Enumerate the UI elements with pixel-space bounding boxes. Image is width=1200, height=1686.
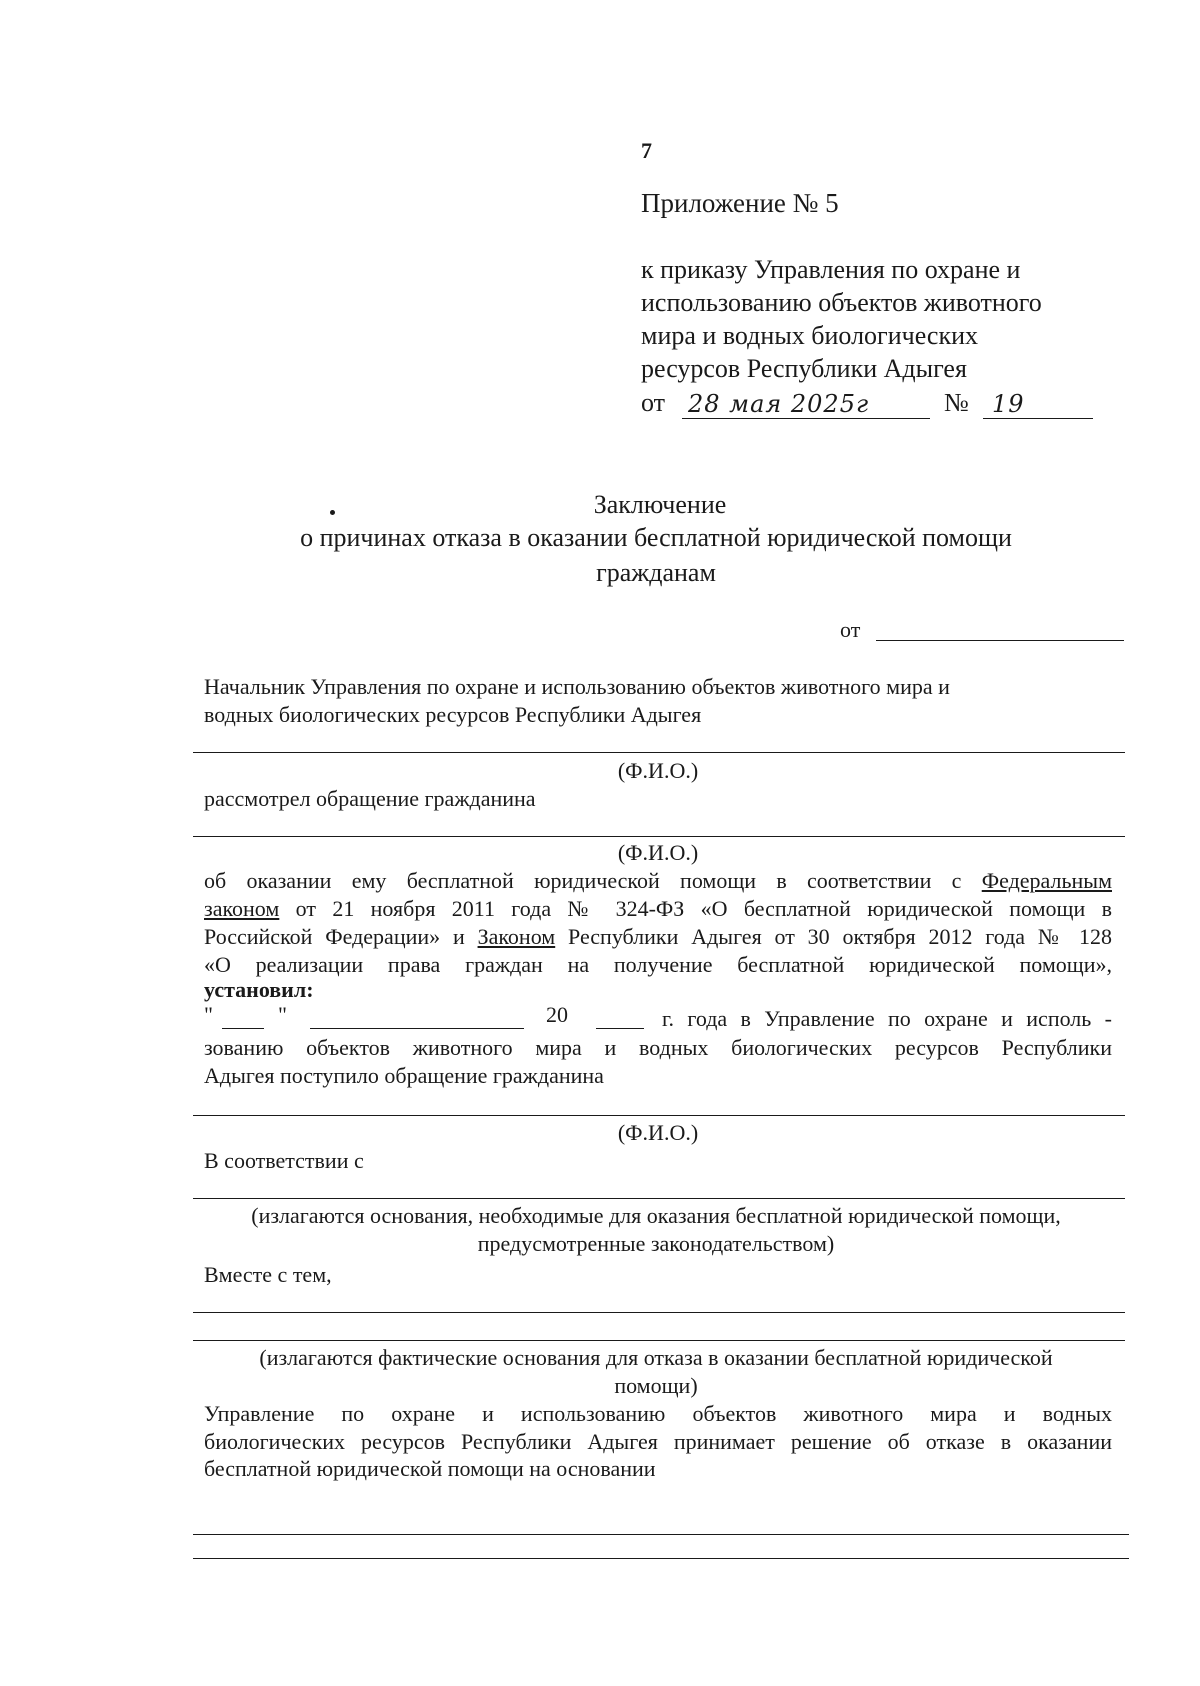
refusal-caption-2: помощи) bbox=[614, 1373, 698, 1398]
fio-caption-2: (Ф.И.О.) bbox=[617, 840, 699, 865]
fio-line-1 bbox=[193, 752, 1125, 753]
appendix-title: Приложение № 5 bbox=[641, 188, 839, 218]
receipt-line-2 bbox=[204, 1034, 1112, 1062]
law-line-3-text-b: Республики Адыгея от 30 октября 2012 года № 128 bbox=[568, 924, 1113, 949]
quote-open: " bbox=[204, 1002, 213, 1027]
heading-line-1: Заключение bbox=[593, 490, 727, 519]
fio-caption-3: (Ф.И.О.) bbox=[617, 1120, 699, 1145]
law-line-1 bbox=[204, 867, 1112, 895]
heading-line-3: гражданам bbox=[596, 558, 716, 587]
appendix-date-handwritten: 28 мая 2025г bbox=[688, 390, 870, 418]
receipt-line-1-tail: г. года в Управление по охране и исполь - bbox=[662, 1006, 1112, 1031]
decision-line-2-text: биологических ресурсов Республики Адыгея принимает решение об отказе в оказании bbox=[204, 1429, 1112, 1454]
heading-line-2: о причинах отказа в оказании бесплатной юридической помощи bbox=[300, 523, 1012, 552]
fio-line-2 bbox=[193, 836, 1125, 837]
head-line-2: водных биологических ресурсов Республики Адыгея bbox=[204, 702, 702, 727]
republic-law-link[interactable]: Законом bbox=[477, 924, 556, 949]
decision-line-3: бесплатной юридической помощи на основании bbox=[204, 1456, 656, 1481]
decision-line-1 bbox=[204, 1400, 1112, 1428]
fio-caption-1: (Ф.И.О.) bbox=[617, 758, 699, 783]
appendix-line-2: использованию объектов животного bbox=[641, 288, 1042, 317]
federal-law-link[interactable]: Федеральным bbox=[981, 868, 1112, 893]
basis-line-1 bbox=[193, 1534, 1129, 1535]
appendix-line-1: к приказу Управления по охране и bbox=[641, 255, 1021, 284]
page-number: 7 bbox=[641, 138, 652, 163]
decision-line-2 bbox=[204, 1428, 1112, 1456]
appendix-line-4: ресурсов Республики Адыгея bbox=[641, 354, 967, 383]
receipt-line-2-text: зованию объектов животного мира и водных биологических ресурсов Республики bbox=[204, 1035, 1112, 1060]
law-line-4-text: «О реализации права граждан на получение бесплатной юридической помощи», bbox=[204, 952, 1112, 977]
grounds-line bbox=[193, 1198, 1125, 1199]
law-line-1-text: об оказании ему бесплатной юридической помощи в соответствии с bbox=[204, 868, 962, 893]
appendix-number-label: № bbox=[944, 388, 969, 417]
law-line-4 bbox=[204, 951, 1112, 979]
appendix-number-handwritten: 19 bbox=[992, 390, 1025, 418]
basis-line-2 bbox=[193, 1558, 1129, 1559]
federal-law-link-cont[interactable]: законом bbox=[204, 896, 280, 921]
law-line-2 bbox=[204, 895, 1112, 923]
month-blank bbox=[310, 1028, 524, 1029]
reviewed-text: рассмотрел обращение гражданина bbox=[204, 786, 536, 811]
law-line-2-text: от 21 ноября 2011 года № 324-ФЗ «О бесплатной юридической помощи в bbox=[295, 896, 1112, 921]
year-prefix: 20 bbox=[546, 1002, 568, 1027]
law-line-3 bbox=[204, 923, 1112, 951]
however-text: Вместе с тем, bbox=[204, 1262, 332, 1287]
accordance-text: В соответствии с bbox=[204, 1148, 364, 1173]
grounds-caption-2: предусмотренные законодательством) bbox=[477, 1231, 835, 1256]
appendix-number-line bbox=[983, 418, 1093, 419]
refusal-line-2 bbox=[193, 1340, 1125, 1341]
head-line-1: Начальник Управления по охране и использованию объектов животного мира и bbox=[204, 674, 950, 699]
date-label: от bbox=[840, 617, 861, 642]
law-line-3-text-a: Российской Федерации» и bbox=[204, 924, 465, 949]
appendix-from-label: от bbox=[641, 388, 666, 417]
day-blank bbox=[222, 1028, 264, 1029]
refusal-caption-1: (излагаются фактические основания для отказа в оказании бесплатной юридической bbox=[259, 1345, 1053, 1370]
date-line bbox=[876, 640, 1124, 641]
decision-line-1-text: Управление по охране и использованию объектов животного мира и водных bbox=[204, 1401, 1112, 1426]
appendix-line-3: мира и водных биологических bbox=[641, 321, 978, 350]
receipt-line-3: Адыгея поступило обращение гражданина bbox=[204, 1063, 604, 1088]
quote-close: " bbox=[278, 1002, 287, 1027]
grounds-caption-1: (излагаются основания, необходимые для оказания бесплатной юридической помощи, bbox=[251, 1203, 1061, 1228]
fio-line-3 bbox=[193, 1115, 1125, 1116]
appendix-date-line bbox=[682, 418, 930, 419]
established-label: установил: bbox=[204, 977, 314, 1002]
refusal-line-1 bbox=[193, 1312, 1125, 1313]
year-blank bbox=[596, 1028, 644, 1029]
